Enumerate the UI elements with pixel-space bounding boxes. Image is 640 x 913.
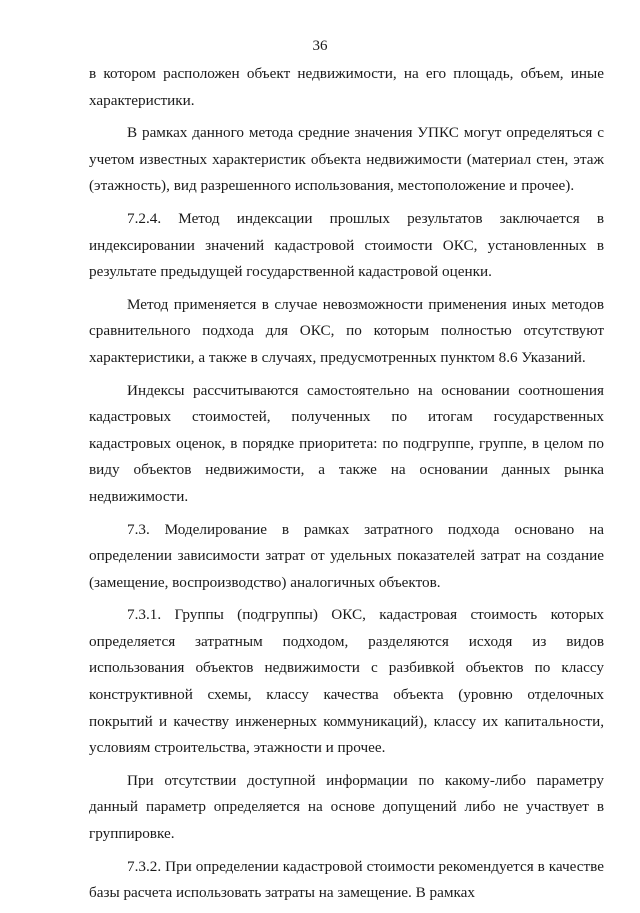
document-body: [89, 61, 604, 913]
paragraph-4: Метод применяется в случае невозможности применения иных методов сравнительного подхода для ОКС, по которым полностью отсутствуют характеристики, а также в случаях, предусмотренных пунктом 8.6 Указаний.: [89, 295, 604, 366]
paragraph-8: При отсутствии доступной информации по какому-либо параметру данный параметр определяется на основе допущений либо не участвует в группировке.: [89, 771, 604, 843]
paragraph-2: В рамках данного метода средние значения УПКС могут определяться с учетом известных характеристик объекта недвижимости (материал стен, этаж (этажность), вид разрешенного использования, местоположение и прочее).: [89, 124, 604, 195]
paragraph-7: 7.3.1. Группы (подгруппы) ОКС, кадастровая стоимость которых определяется затратным подходом, разделяются исходя из видов использования объектов недвижимости с разбивкой объектов по классу конструктивной схемы, классу качества объекта (уровню отделочных покрытий и качеству инженерных коммуникаций), классу их капитальности, условиям строительства, этажности и прочее.: [89, 606, 604, 757]
page-number: 36: [312, 38, 328, 54]
paragraph-6: 7.3. Моделирование в рамках затратного подхода основано на определении зависимости затрат от удельных показателей затрат на создание (замещение, воспроизводство) аналогичных объектов.: [89, 520, 604, 591]
paragraph-9: 7.3.2. При определении кадастровой стоимости рекомендуется в качестве базы расчета использовать затраты на замещение. В рамках: [89, 857, 604, 902]
paragraph-3: 7.2.4. Метод индексации прошлых результатов заключается в индексировании значений кадастровой стоимости ОКС, установленных в результате предыдущей государственной кадастровой оценки.: [89, 209, 604, 281]
paragraph-5: Индексы рассчитываются самостоятельно на основании соотношения кадастровых стоимостей, полученных по итогам государственных кадастровых оценок, в порядке приоритета: по подгруппе, группе, в целом по виду объектов недвижимости, а также на основании данных рынка недвижимости.: [89, 381, 604, 505]
paragraph-1: в котором расположен объект недвижимости, на его площадь, объем, иные характеристики.: [89, 65, 604, 109]
